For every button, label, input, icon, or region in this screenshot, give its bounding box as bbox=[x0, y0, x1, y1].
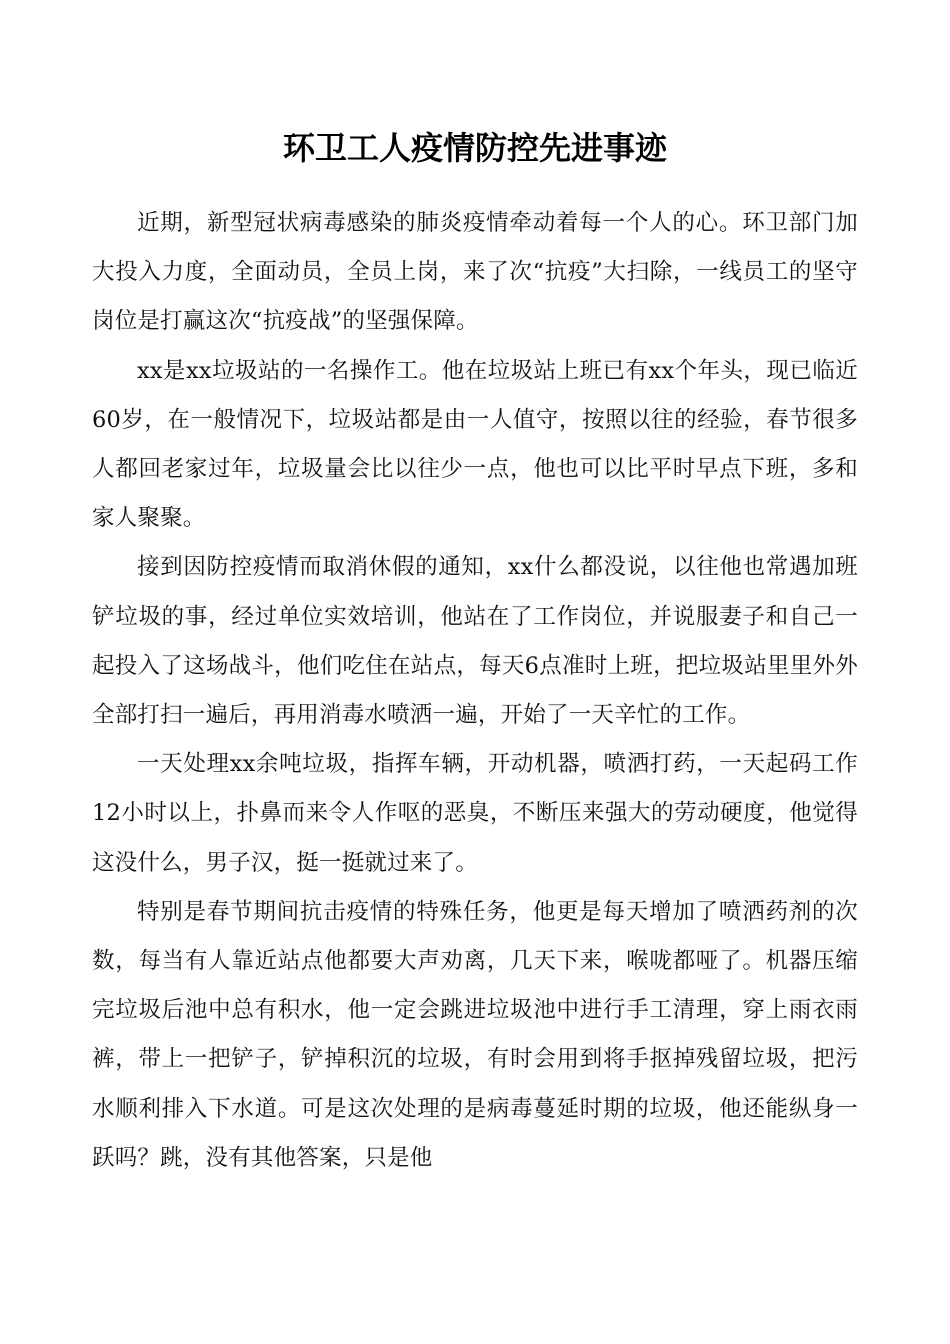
paragraph-4: 一天处理xx余吨垃圾，指挥车辆，开动机器，喷洒打药，一天起码工作12小时以上，扑鼻而来令人作呕的恶臭，不断压来强大的劳动硬度，他觉得这没什么，男子汉，挺一挺就过来了。 bbox=[92, 751, 858, 876]
paragraph-1: 近期，新型冠状病毒感染的肺炎疫情牵动着每一个人的心。环卫部门加大投入力度，全面动员，全员上岗，来了次“抗疫”大扫除，一线员工的坚守岗位是打赢这次“抗疫战”的坚强保障。 bbox=[92, 210, 858, 335]
paragraph-2: xx是xx垃圾站的一名操作工。他在垃圾站上班已有xx个年头，现已临近60岁，在一般情况下，垃圾站都是由一人值守，按照以往的经验，春节很多人都回老家过年，垃圾量会比以往少一点，他也可以比平时早点下班，多和家人聚聚。 bbox=[92, 357, 858, 532]
document-title: 环卫工人疫情防控先进事迹 bbox=[282, 129, 667, 167]
document-body bbox=[92, 199, 858, 1183]
paragraph-5: 特别是春节期间抗击疫情的特殊任务，他更是每天增加了喷洒药剂的次数，每当有人靠近站点他都要大声劝离，几天下来，喉咙都哑了。机器压缩完垃圾后池中总有积水，他一定会跳进垃圾池中进行手工清理，穿上雨衣雨裤，带上一把铲子，铲掉积沉的垃圾，有时会用到将手抠掉残留垃圾，把污水顺利排入下水道。可是这次处理的是病毒蔓延时期的垃圾，他还能纵身一跃吗？跳，没有其他答案，只是他 bbox=[92, 898, 858, 1171]
paragraph-3: 接到因防控疫情而取消休假的通知，xx什么都没说，以往他也常遇加班铲垃圾的事，经过单位实效培训，他站在了工作岗位，并说服妻子和自己一起投入了这场战斗，他们吃住在站点，每天6点准时上班，把垃圾站里里外外全部打扫一遍后，再用消毒水喷洒一遍，开始了一天辛忙的工作。 bbox=[92, 554, 858, 729]
